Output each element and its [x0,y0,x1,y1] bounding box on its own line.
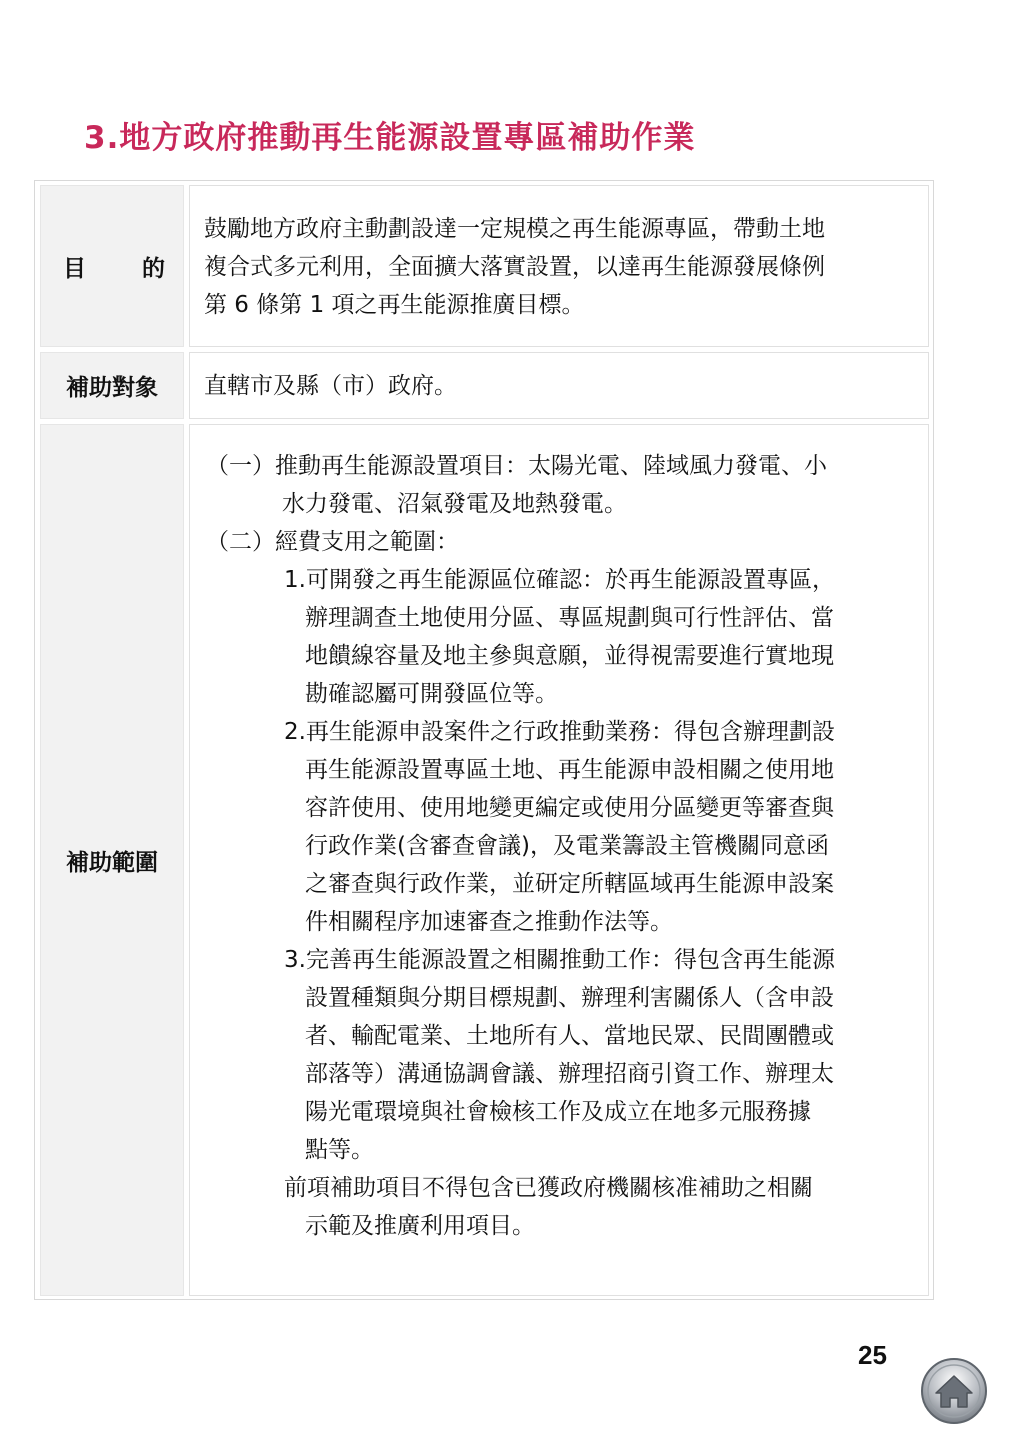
scope-text [206,447,835,1245]
purpose-text [204,210,825,324]
target-label: 補助對象 [40,352,184,419]
page-number: 25 [858,1340,887,1370]
scope-line: 再生能源設置專區土地、再生能源申設相關之使用地 [305,757,834,783]
scope-line: （一）推動再生能源設置項目：太陽光電、陸域風力發電、小 [206,453,827,479]
scope-note: 前項補助項目不得包含已獲政府機關核准補助之相關 [284,1175,813,1201]
scope-line: 示範及推廣利用項目。 [305,1213,535,1239]
scope-item-2: 2.再生能源申設案件之行政推動業務：得包含辦理劃設 [284,719,835,745]
scope-line: 者、輸配電業、土地所有人、當地民眾、民間團體或 [305,1023,834,1049]
target-text: 直轄市及縣（市）政府。 [204,373,457,399]
home-button[interactable] [920,1357,988,1425]
scope-line: （二）經費支用之範圍： [206,529,459,555]
purpose-label-char-1: 目 [63,255,86,282]
scope-line: 容許使用、使用地變更編定或使用分區變更等審查與 [305,795,834,821]
scope-label: 補助範圍 [40,424,184,1296]
scope-line: 件相關程序加速審查之推動作法等。 [305,909,673,935]
home-icon [920,1357,988,1425]
purpose-line: 第 6 條第 1 項之再生能源推廣目標。 [204,292,585,318]
scope-line: 陽光電環境與社會檢核工作及成立在地多元服務據 [305,1099,811,1125]
scope-item-1: 1.可開發之再生能源區位確認：於再生能源設置專區， [284,567,835,593]
scope-line: 地饋線容量及地主參與意願，並得視需要進行實地現 [305,643,834,669]
purpose-label-char-2: 的 [142,255,165,282]
scope-line: 部落等）溝通協調會議、辦理招商引資工作、辦理太 [305,1061,834,1087]
scope-line: 勘確認屬可開發區位等。 [305,681,558,707]
scope-line: 水力發電、沼氣發電及地熱發電。 [282,491,627,517]
purpose-line: 複合式多元利用，全面擴大落實設置，以達再生能源發展條例 [204,254,825,280]
purpose-line: 鼓勵地方政府主動劃設達一定規模之再生能源專區，帶動土地 [204,216,825,242]
scope-line: 設置種類與分期目標規劃、辦理利害關係人（含申設 [305,985,834,1011]
scope-item-3: 3.完善再生能源設置之相關推動工作：得包含再生能源 [284,947,835,973]
scope-line: 點等。 [305,1137,374,1163]
scope-line: 行政作業(含審查會議)，及電業籌設主管機關同意函 [305,833,829,859]
scope-line: 辦理調查土地使用分區、專區規劃與可行性評估、當 [305,605,834,631]
purpose-label [40,185,184,347]
section-title: 3.地方政府推動再生能源設置專區補助作業 [84,120,696,156]
scope-line: 之審查與行政作業，並研定所轄區域再生能源申設案 [305,871,834,897]
